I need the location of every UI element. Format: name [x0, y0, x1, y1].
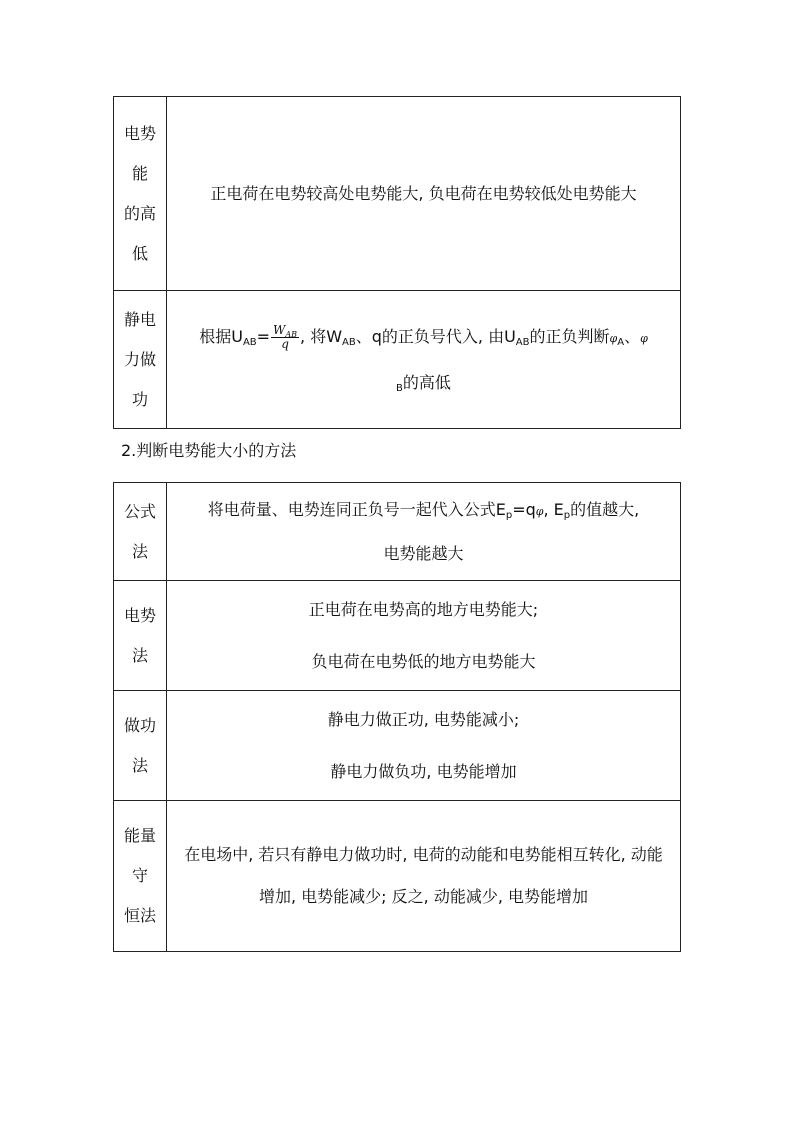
subscript: AB [515, 336, 530, 348]
content-text: 正电荷在电势较高处电势能大, 负电荷在电势较低处电势能大 [210, 183, 637, 203]
row-label [114, 691, 167, 801]
label-line: 能量 [123, 826, 156, 845]
content-line: 负电荷在电势低的地方电势能大 [311, 651, 536, 671]
label-line: 电势 [123, 605, 156, 625]
text-fragment: 的正负判断 [529, 326, 610, 346]
phi-symbol: φ [535, 504, 544, 518]
text-fragment: , E [543, 499, 564, 519]
row-label [114, 801, 167, 952]
content-text [173, 315, 674, 405]
subscript: AB [242, 336, 257, 348]
content-line: 电势能越大 [383, 543, 464, 563]
row-label [114, 483, 167, 581]
row-content [167, 483, 681, 581]
label-line: 低 [131, 243, 148, 263]
comparison-table-2 [113, 482, 681, 952]
text-fragment: =q [512, 499, 536, 519]
text-fragment: = [256, 326, 271, 346]
label-line: 静电 [123, 309, 156, 329]
section-heading: 2.判断电势能大小的方法 [121, 441, 297, 460]
label-line: 法 [131, 755, 148, 775]
content-line: 静电力做正功, 电势能减小; [327, 709, 520, 729]
subscript: p [505, 509, 513, 521]
row-content [167, 691, 681, 801]
row-label [114, 291, 167, 429]
subscript: AB [285, 329, 298, 339]
table-row [114, 691, 681, 801]
label-line: 电势 [123, 123, 156, 143]
label-line: 恒法 [123, 906, 156, 925]
content-line: 正电荷在电势高的地方电势能大; [308, 599, 539, 619]
content-text: 在电场中, 若只有静电力做功时, 电荷的动能和电势能相互转化, 动能增加, 电势能减少; 反之, 动能减少, 电势能增加 [184, 845, 663, 906]
fraction-denominator: q [281, 336, 289, 351]
text-fragment: 的高低 [402, 372, 451, 392]
subscript: p [563, 509, 571, 521]
row-label [114, 97, 167, 291]
row-content [167, 801, 681, 952]
subscript: B [396, 382, 403, 394]
row-content [167, 291, 681, 429]
content-line: 静电力做负功, 电势能增加 [330, 761, 517, 781]
text-fragment: 、 [624, 326, 641, 346]
fraction [271, 324, 299, 351]
subscript: AB [342, 336, 356, 348]
phi-symbol: φ [609, 331, 618, 345]
phi-symbol: φ [640, 331, 648, 345]
row-content [167, 97, 681, 291]
content-line [173, 489, 674, 533]
text-fragment: 、q的正负号代入, 由U [355, 326, 516, 346]
table-row [114, 291, 681, 429]
text-fragment: 将电荷量、电势连同正负号一起代入公式E [207, 499, 506, 519]
subscript: A [617, 336, 625, 348]
table-row [114, 581, 681, 691]
label-line: 的高 [123, 203, 156, 223]
text-fragment: , 将W [300, 326, 343, 346]
label-line: 做功 [123, 715, 156, 735]
comparison-table-1 [113, 96, 681, 429]
label-line: 公式 [123, 501, 156, 521]
table-row [114, 801, 681, 952]
label-line: 能 [131, 163, 148, 183]
label-line: 功 [131, 389, 148, 409]
label-line: 法 [131, 541, 148, 561]
table-row [114, 483, 681, 581]
row-content [167, 581, 681, 691]
label-line: 力做 [123, 349, 156, 369]
label-line: 守 [131, 866, 148, 885]
text-fragment: 根据U [199, 326, 243, 346]
table-row [114, 97, 681, 291]
label-line: 法 [131, 645, 148, 665]
row-label [114, 581, 167, 691]
text-fragment: 的值越大, [570, 499, 640, 519]
text-fragment: W [273, 322, 286, 337]
fraction-numerator [271, 324, 299, 338]
